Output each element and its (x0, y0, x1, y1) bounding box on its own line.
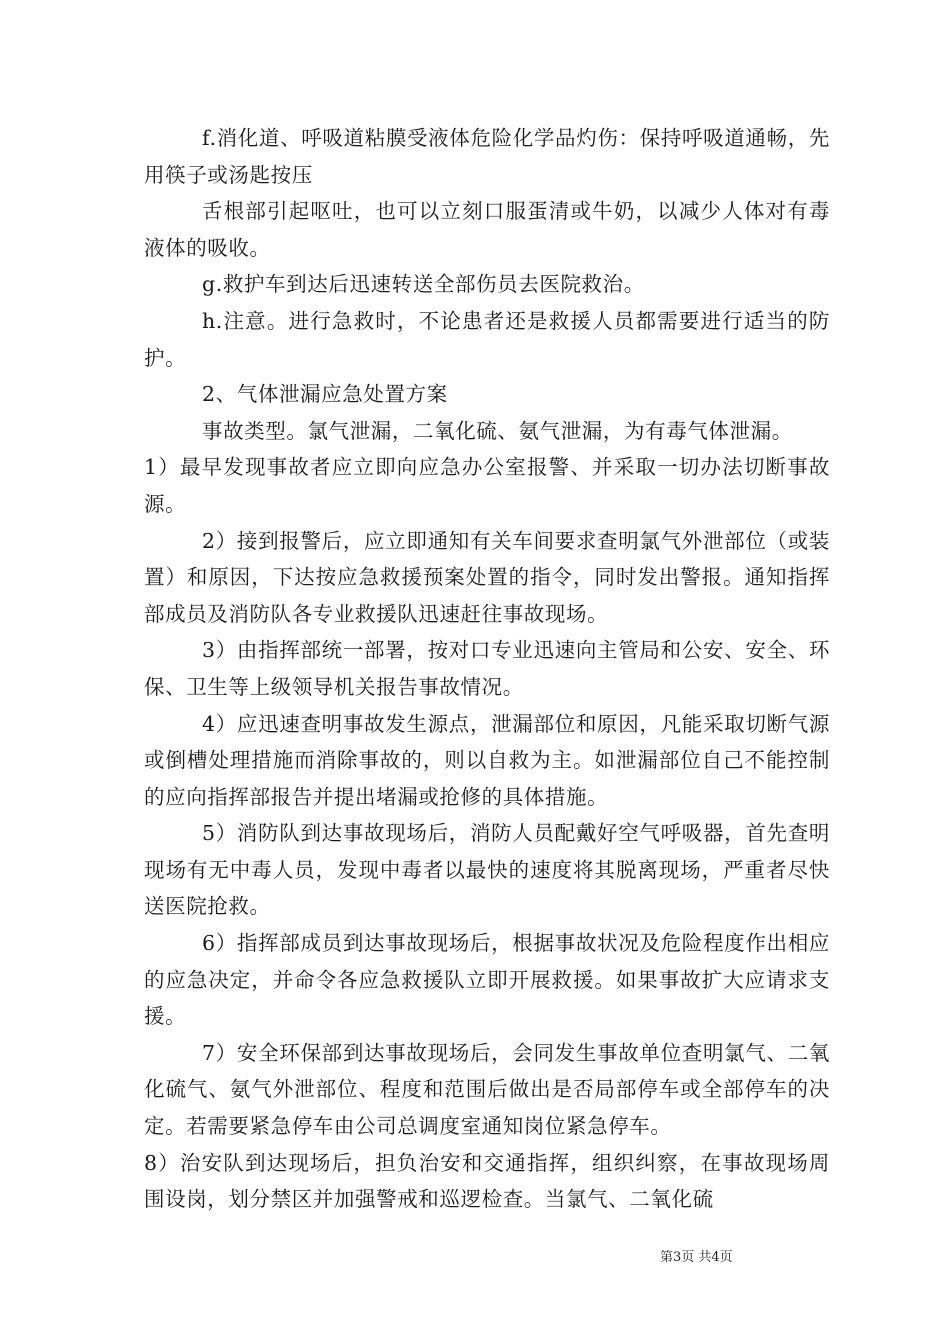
paragraph-h-caution: h.注意。进行急救时，不论患者还是救援人员都需要进行适当的防护。 (144, 308, 830, 370)
paragraph-tongue-root: 舌根部引起呕吐，也可以立刻口服蛋清或牛奶，以减少人体对有毒液体的吸收。 (144, 199, 830, 260)
paragraph-step-7: 7）安全环保部到达事故现场后，会同发生事故单位查明氯气、二氧化硫气、氨气外泄部位、程度和范围后做出是否局部停车或全部停车的决定。若需要紧急停车由公司总调度室通知岗位紧急停车。 (144, 1040, 830, 1139)
section-heading-gas-leak: 2、气体泄漏应急处置方案 (202, 382, 448, 407)
paragraph-step-8: 8）治安队到达现场后，担负治安和交通指挥，组织纠察，在事故现场周围设岗，划分禁区并加强警戒和巡逻检查。当氯气、二氧化硫 (144, 1150, 830, 1212)
paragraph-step-6: 6）指挥部成员到达事故现场后，根据事故状况及危险程度作出相应的应急决定，并命令各应急救援队立即开展救援。如果事故扩大应请求支援。 (144, 931, 830, 1029)
page-number-footer: 第3页 共4页 (660, 1250, 733, 1265)
paragraph-step-4: 4）应迅速查明事故发生源点，泄漏部位和原因，凡能采取切断气源或倒槽处理措施而消除事故的，则以自救为主。如泄漏部位自己不能控制的应向指挥部报告并提出堵漏或抢修的具体措施。 (144, 711, 830, 809)
paragraph-accident-type: 事故类型。氯气泄漏，二氧化硫、氨气泄漏，为有毒气体泄漏。 (202, 418, 793, 443)
paragraph-step-5: 5）消防队到达事故现场后，消防人员配戴好空气呼吸器，首先查明现场有无中毒人员，发现中毒者以最快的速度将其脱离现场，严重者尽快送医院抢救。 (144, 821, 830, 919)
paragraph-step-2: 2）接到报警后，应立即通知有关车间要求查明氯气外泄部位（或装置）和原因，下达按应急救援预案处置的指令，同时发出警报。通知指挥部成员及消防队各专业救援队迅速赶往事故现场。 (144, 528, 830, 626)
paragraph-step-3: 3）由指挥部统一部署，按对口专业迅速向主管局和公安、安全、环保、卫生等上级领导机关报告事故情况。 (144, 638, 830, 699)
paragraph-f-digestive-burn: f.消化道、呼吸道粘膜受液体危险化学品灼伤：保持呼吸道通畅，先用筷子或汤匙按压 (144, 126, 830, 187)
document-body (144, 120, 830, 1218)
paragraph-step-1: 1）最早发现事故者应立即向应急办公室报警、并采取一切办法切断事故源。 (144, 455, 830, 516)
paragraph-g-ambulance: g.救护车到达后迅速转送全部伤员去医院救治。 (202, 272, 645, 297)
